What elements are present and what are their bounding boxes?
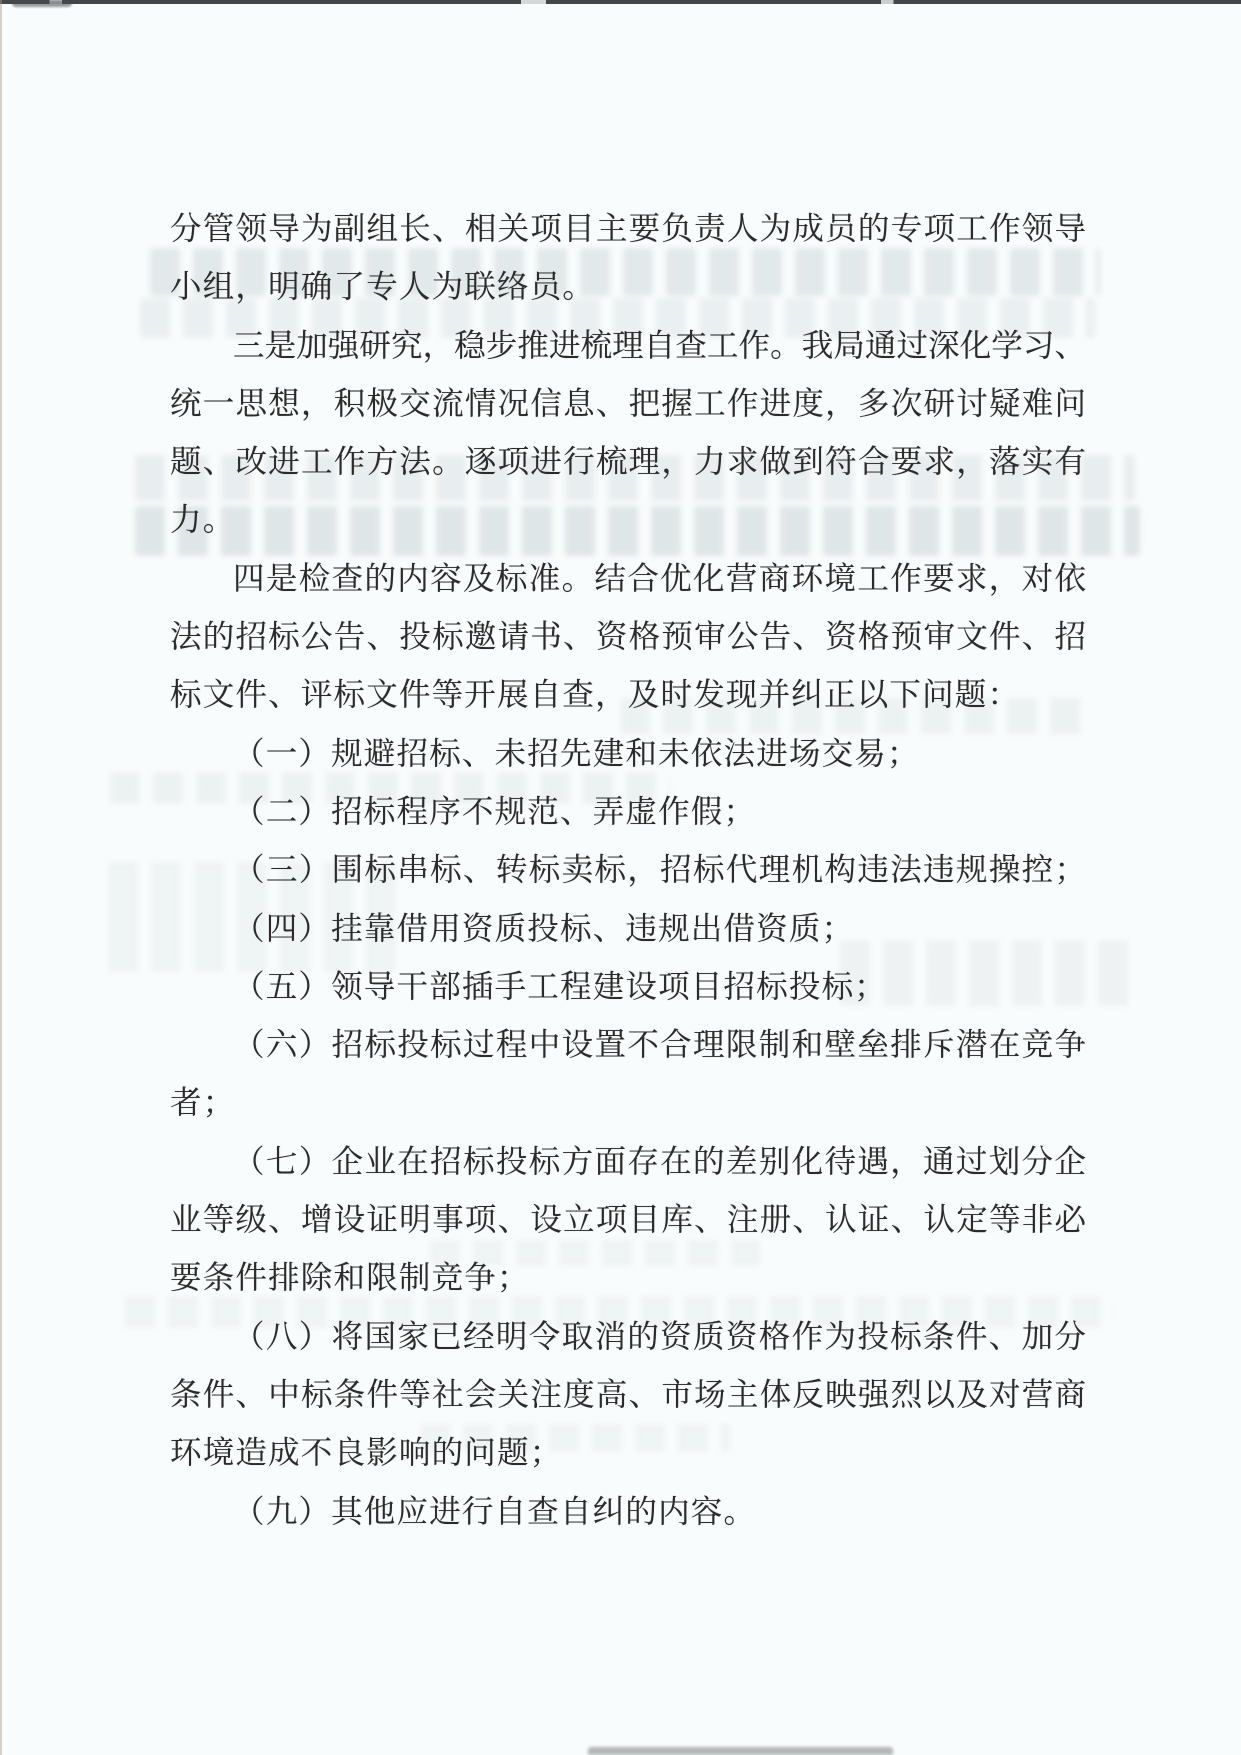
text-line: （八）将国家已经明令取消的资质资格作为投标条件、加分 [233,1318,1086,1354]
scan-corner-artifact [12,0,72,7]
text-line: （七）企业在招标投标方面存在的差别化待遇，通过划分企 [233,1143,1086,1179]
text-line: （三）围标串标、转标卖标，招标代理机构违法违规操控； [233,852,1086,888]
scan-left-edge-artifact [0,0,2,1755]
text-line: 分管领导为副组长、相关项目主要负责人为成员的专项工作领导 [170,211,1086,246]
text-line: 环境造成不良影响的问题； [170,1435,563,1471]
text-line: 四是检查的内容及标准。结合优化营商环境工作要求，对依 [233,560,1086,596]
text-line: （一）规避招标、未招先建和未依法进场交易； [233,735,920,771]
text-line: （二）招标程序不规范、弄虚作假； [233,793,757,829]
text-line: （五）领导干部插手工程建设项目招标投标； [233,968,888,1004]
bottom-smudge-artifact [588,1747,893,1755]
text-line: 标文件、评标文件等开展自查，及时发现并纠正以下问题： [170,677,1021,713]
scan-top-edge-artifact [0,0,1241,4]
text-line: 力。 [170,502,236,538]
text-line: 要条件排除和限制竞争； [170,1260,530,1296]
text-line: 业等级、增设证明事项、设立项目库、注册、认证、认定等非必 [170,1202,1086,1238]
text-line: （四）挂靠借用资质投标、违规出借资质； [233,910,855,946]
text-line: （九）其他应进行自查自纠的内容。 [233,1493,757,1529]
text-line: 条件、中标条件等社会关注度高、市场主体反映强烈以及对营商 [170,1376,1086,1412]
text-line: 法的招标公告、投标邀请书、资格预审公告、资格预审文件、招 [170,619,1086,655]
text-line: 者； [170,1085,236,1121]
text-line: 统一思想，积极交流情况信息、把握工作进度，多次研讨疑难问 [170,385,1086,421]
text-line: 题、改进工作方法。逐项进行梳理，力求做到符合要求，落实有 [170,444,1086,480]
document-body [170,200,1086,1541]
text-line: 小组，明确了专人为联络员。 [170,269,596,305]
text-line: （六）招标投标过程中设置不合理限制和壁垒排斥潜在竞争 [233,1027,1086,1063]
text-line: 三是加强研究，稳步推进梳理自查工作。我局通过深化学习、 [233,327,1086,363]
